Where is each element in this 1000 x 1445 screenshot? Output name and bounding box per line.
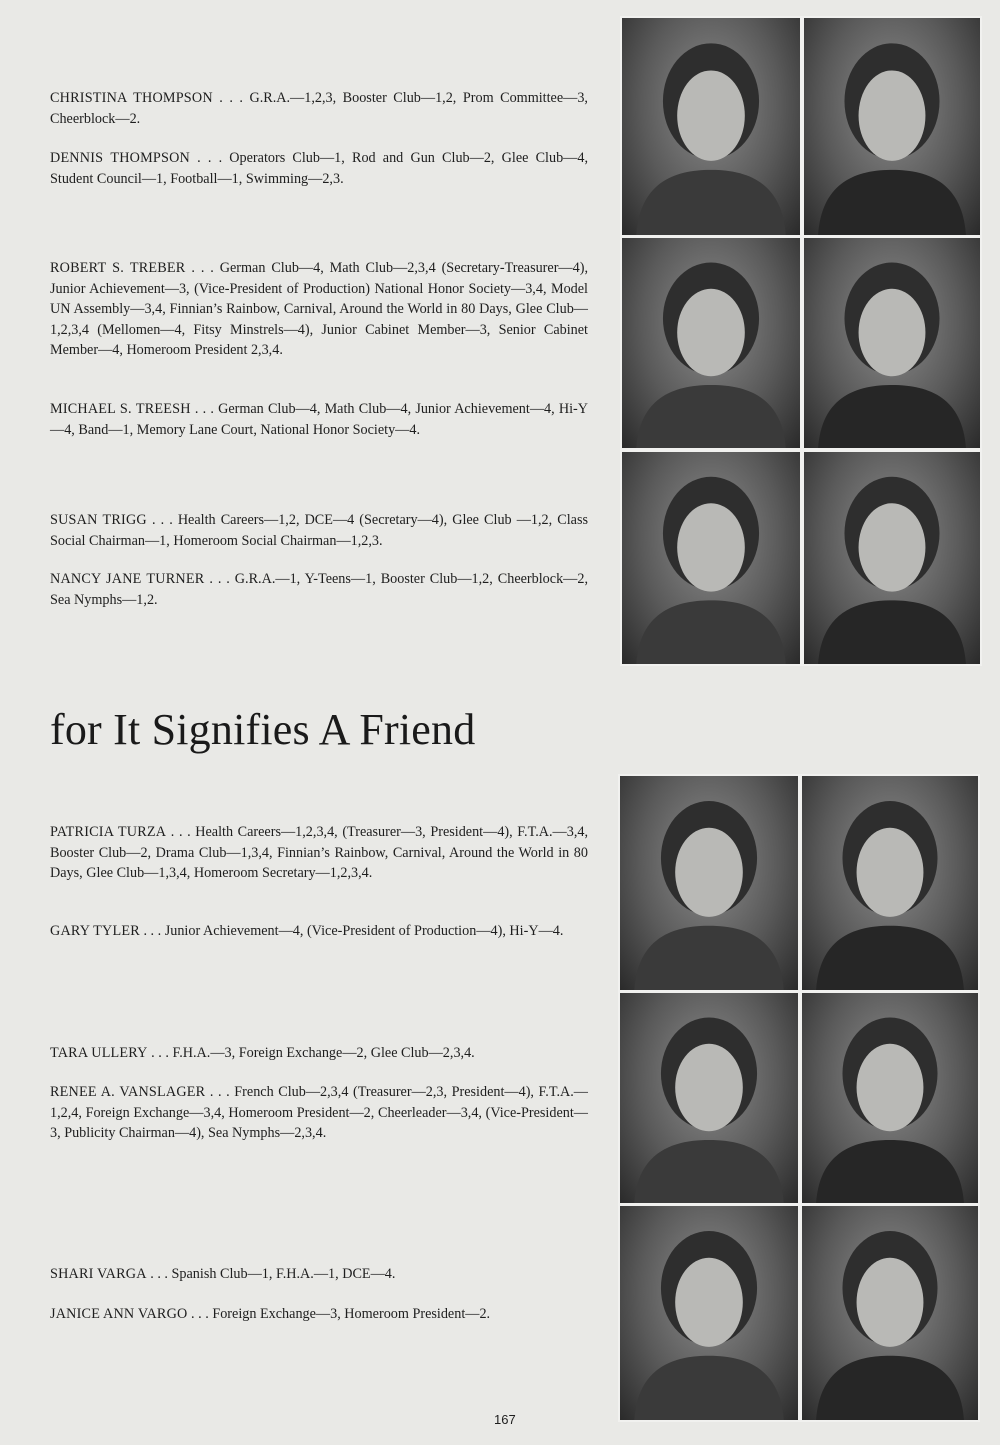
- portrait-gary-tyler: [802, 776, 978, 990]
- face-shape: [677, 503, 745, 591]
- portrait-susan-trigg: [622, 452, 800, 664]
- shoulders-shape: [636, 385, 786, 448]
- entry-text: . . . Spanish Club—1, F.H.A.—1, DCE—4.: [146, 1266, 396, 1282]
- entry-name: PATRICIA TURZA: [50, 824, 167, 840]
- portrait-tara-ullery: [620, 993, 798, 1203]
- entry-christina-thompson: [50, 88, 588, 129]
- entry-dennis-thompson: [50, 148, 588, 189]
- entry-tara-ullery: [50, 1043, 588, 1064]
- portrait-silhouette: [622, 238, 800, 448]
- shoulders-shape: [818, 385, 966, 448]
- face-shape: [677, 289, 745, 377]
- entry-patricia-turza: [50, 822, 588, 884]
- entry-text: . . . Health Careers—1,2, DCE—4 (Secretary—4), Glee Club —1,2, Class Social Chairman—1, Homeroom Social Chairman—1,2,3.: [50, 512, 588, 549]
- entry-name: CHRISTINA THOMPSON: [50, 90, 213, 106]
- entry-name: NANCY JANE TURNER: [50, 571, 205, 587]
- shoulders-shape: [816, 1356, 964, 1420]
- shoulders-shape: [818, 170, 966, 235]
- entry-text: . . . Foreign Exchange—3, Homeroom President—2.: [187, 1306, 491, 1322]
- entry-text: . . . French Club—2,3,4 (Treasurer—2,3, President—4), F.T.A.—1,2,4, Foreign Exchange—3,4, Homeroom President—2, Cheerleader—3,4, (Vice-President—3, Publicity Chairman—4), Sea Nymphs—2,3,4.: [50, 1084, 588, 1141]
- entry-name: JANICE ANN VARGO: [50, 1306, 188, 1322]
- portrait-silhouette: [620, 1206, 798, 1420]
- portrait-silhouette: [622, 18, 800, 235]
- photo-grid-bottom: [618, 774, 980, 1422]
- shoulders-shape: [634, 1140, 784, 1203]
- portrait-silhouette: [804, 452, 980, 664]
- page-heading: for It Signifies A Friend: [50, 705, 476, 754]
- portrait-silhouette: [802, 993, 978, 1203]
- portrait-patricia-turza: [620, 776, 798, 990]
- shoulders-shape: [818, 600, 966, 664]
- face-shape: [675, 1044, 743, 1132]
- face-shape: [675, 828, 743, 917]
- shoulders-shape: [634, 1356, 784, 1420]
- entry-text: . . . Junior Achievement—4, (Vice-President of Production—4), Hi-Y—4.: [139, 923, 564, 939]
- face-shape: [675, 1258, 743, 1347]
- entry-gary-tyler: [50, 921, 588, 942]
- entry-name: TARA ULLERY: [50, 1045, 148, 1061]
- portrait-silhouette: [804, 238, 980, 448]
- face-shape: [859, 289, 926, 377]
- portrait-silhouette: [802, 1206, 978, 1420]
- entry-text: . . . German Club—4, Math Club—4, Junior Achievement—4, Hi-Y—4, Band—1, Memory Lane Court, National Honor Society—4.: [50, 401, 589, 438]
- entry-name: RENEE A. VANSLAGER: [50, 1084, 206, 1100]
- face-shape: [677, 70, 745, 160]
- portrait-dennis-thompson: [804, 18, 980, 235]
- entry-name: SHARI VARGA: [50, 1266, 147, 1282]
- entry-text: . . . G.R.A.—1,2,3, Booster Club—1,2, Prom Committee—3, Cheerblock—2.: [50, 90, 588, 127]
- entry-robert-treber: [50, 258, 588, 361]
- face-shape: [859, 503, 926, 591]
- entry-text: . . . German Club—4, Math Club—2,3,4 (Secretary-Treasurer—4), Junior Achievement—3, (Vice-President of Production) National Honor Society—3,4, Model UN Assembly—3,4, Finnian’s Rainbow, Carnival, Around the World in 80 Days, Glee Club—1,2,3,4 (Mellomen—4, Fitsy Minstrels—4), Junior Cabinet Member—3, Senior Cabinet Member—4, Homeroom President 2,3,4.: [50, 260, 588, 358]
- face-shape: [859, 70, 926, 160]
- entry-name: DENNIS THOMPSON: [50, 150, 190, 166]
- entry-text: . . . Health Careers—1,2,3,4, (Treasurer—3, President—4), F.T.A.—3,4, Booster Club—2, Drama Club—1,3,4, Finnian’s Rainbow, Carnival, Around the World in 80 Days, Glee Club—1,3,4, Homeroom Secretary—1,2,3,4.: [50, 824, 589, 881]
- entry-renee-vanslager: [50, 1082, 588, 1144]
- entry-susan-trigg: [50, 510, 588, 551]
- photo-grid-top: [620, 16, 982, 666]
- face-shape: [857, 828, 924, 917]
- shoulders-shape: [636, 600, 786, 664]
- entry-text: . . . F.H.A.—3, Foreign Exchange—2, Glee Club—2,3,4.: [147, 1045, 475, 1061]
- entry-name: SUSAN TRIGG: [50, 512, 147, 528]
- entry-name: MICHAEL S. TREESH: [50, 401, 191, 417]
- page-number: 167: [494, 1412, 516, 1427]
- portrait-michael-treesh: [804, 238, 980, 448]
- portrait-robert-treber: [622, 238, 800, 448]
- portrait-renee-vanslager: [802, 993, 978, 1203]
- entry-nancy-turner: [50, 569, 588, 610]
- portrait-silhouette: [620, 776, 798, 990]
- entry-text: . . . Operators Club—1, Rod and Gun Club—2, Glee Club—4, Student Council—1, Football—1, Swimming—2,3.: [50, 150, 588, 187]
- shoulders-shape: [816, 1140, 964, 1203]
- face-shape: [857, 1044, 924, 1132]
- entry-michael-treesh: [50, 399, 588, 440]
- portrait-silhouette: [620, 993, 798, 1203]
- shoulders-shape: [636, 170, 786, 235]
- portrait-christina-thompson: [622, 18, 800, 235]
- portrait-nancy-turner: [804, 452, 980, 664]
- portrait-janice-vargo: [802, 1206, 978, 1420]
- portrait-silhouette: [804, 18, 980, 235]
- face-shape: [857, 1258, 924, 1347]
- portrait-silhouette: [622, 452, 800, 664]
- entry-name: GARY TYLER: [50, 923, 140, 939]
- entry-text: . . . G.R.A.—1, Y-Teens—1, Booster Club—1,2, Cheerblock—2, Sea Nymphs—1,2.: [50, 571, 588, 608]
- portrait-silhouette: [802, 776, 978, 990]
- shoulders-shape: [634, 926, 784, 990]
- portrait-shari-varga: [620, 1206, 798, 1420]
- entry-shari-varga: [50, 1264, 588, 1285]
- entry-janice-vargo: [50, 1304, 588, 1325]
- entry-name: ROBERT S. TREBER: [50, 260, 186, 276]
- shoulders-shape: [816, 926, 964, 990]
